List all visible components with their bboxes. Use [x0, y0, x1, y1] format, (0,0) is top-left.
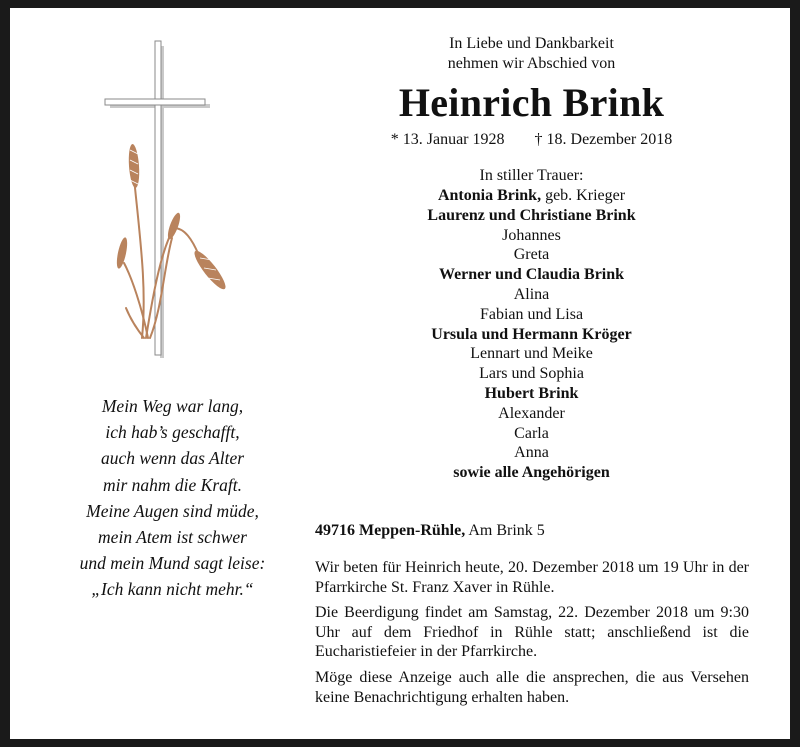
funeral-note: Die Beerdigung findet am Samstag, 22. Dezember 2018 um 9:30 Uhr auf dem Friedhof in Rühle statt; anschließend ist die Eucharistiefeier in der Pfarrkirche.	[315, 604, 749, 661]
intro-line: In Liebe und Dankbarkeit	[449, 35, 614, 52]
poem-line: Mein Weg war lang,	[101, 396, 244, 416]
death-date: † 18. Dezember 2018	[534, 131, 673, 148]
poem-line: und mein Mund sagt leise:	[79, 553, 266, 574]
poem-line: ich hab’s geschafft,	[105, 422, 240, 443]
mourner-line: sowie alle Angehörigen	[453, 464, 610, 482]
mourner-line: Fabian und Lisa	[479, 305, 584, 323]
poem-line: „Ich kann nicht mehr.“	[91, 579, 254, 600]
obituary-header	[310, 34, 753, 483]
intro-line: nehmen wir Abschied von	[447, 55, 616, 72]
obituary-card	[10, 8, 790, 739]
family-address	[315, 521, 755, 541]
mourner-line: Ursula und Hermann Kröger	[431, 325, 632, 343]
mourner-line: Lennart und Meike	[470, 345, 593, 363]
poem-line: auch wenn das Alter	[100, 448, 245, 469]
mourner-line: Greta	[513, 246, 550, 264]
mourner-line: Anna	[514, 444, 549, 462]
poem-line: mein Atem ist schwer	[98, 527, 247, 548]
poem	[50, 393, 295, 603]
poem-line: mir nahm die Kraft.	[102, 474, 243, 495]
mourner-line: Lars und Sophia	[479, 365, 584, 383]
address-street: Am Brink 5	[465, 522, 545, 539]
cross-with-wheat-icon	[102, 38, 232, 368]
birth-date: * 13. Januar 1928	[390, 131, 505, 148]
mourner-line: Carla	[514, 424, 549, 442]
mourners-list	[310, 186, 753, 483]
mourner-line: Alina	[513, 285, 550, 303]
mourner-line: Hubert Brink	[484, 384, 579, 402]
mourner-line: Antonia Brink, geb. Krieger	[437, 187, 626, 204]
mourning-heading: In stiller Trauer:	[479, 167, 584, 184]
mourner-line: Alexander	[498, 404, 565, 422]
poem-line: Meine Augen sind müde,	[86, 500, 259, 521]
prayer-note: Wir beten für Heinrich heute, 20. Dezember 2018 um 19 Uhr in der Pfarrkirche St. Franz Xaver in Rühle.	[315, 559, 749, 596]
closing-note: Möge diese Anzeige auch alle die ansprechen, die aus Versehen keine Benachrichtigung erhalten haben.	[315, 668, 749, 706]
mourner-line: Laurenz und Christiane Brink	[427, 206, 636, 224]
mourner-line: Johannes	[502, 226, 561, 244]
address-city: 49716 Meppen-Rühle,	[315, 522, 466, 539]
deceased-name: Heinrich Brink	[398, 80, 665, 125]
mourner-line: Werner und Claudia Brink	[438, 266, 625, 284]
service-notes	[315, 558, 749, 713]
life-dates	[310, 130, 753, 150]
